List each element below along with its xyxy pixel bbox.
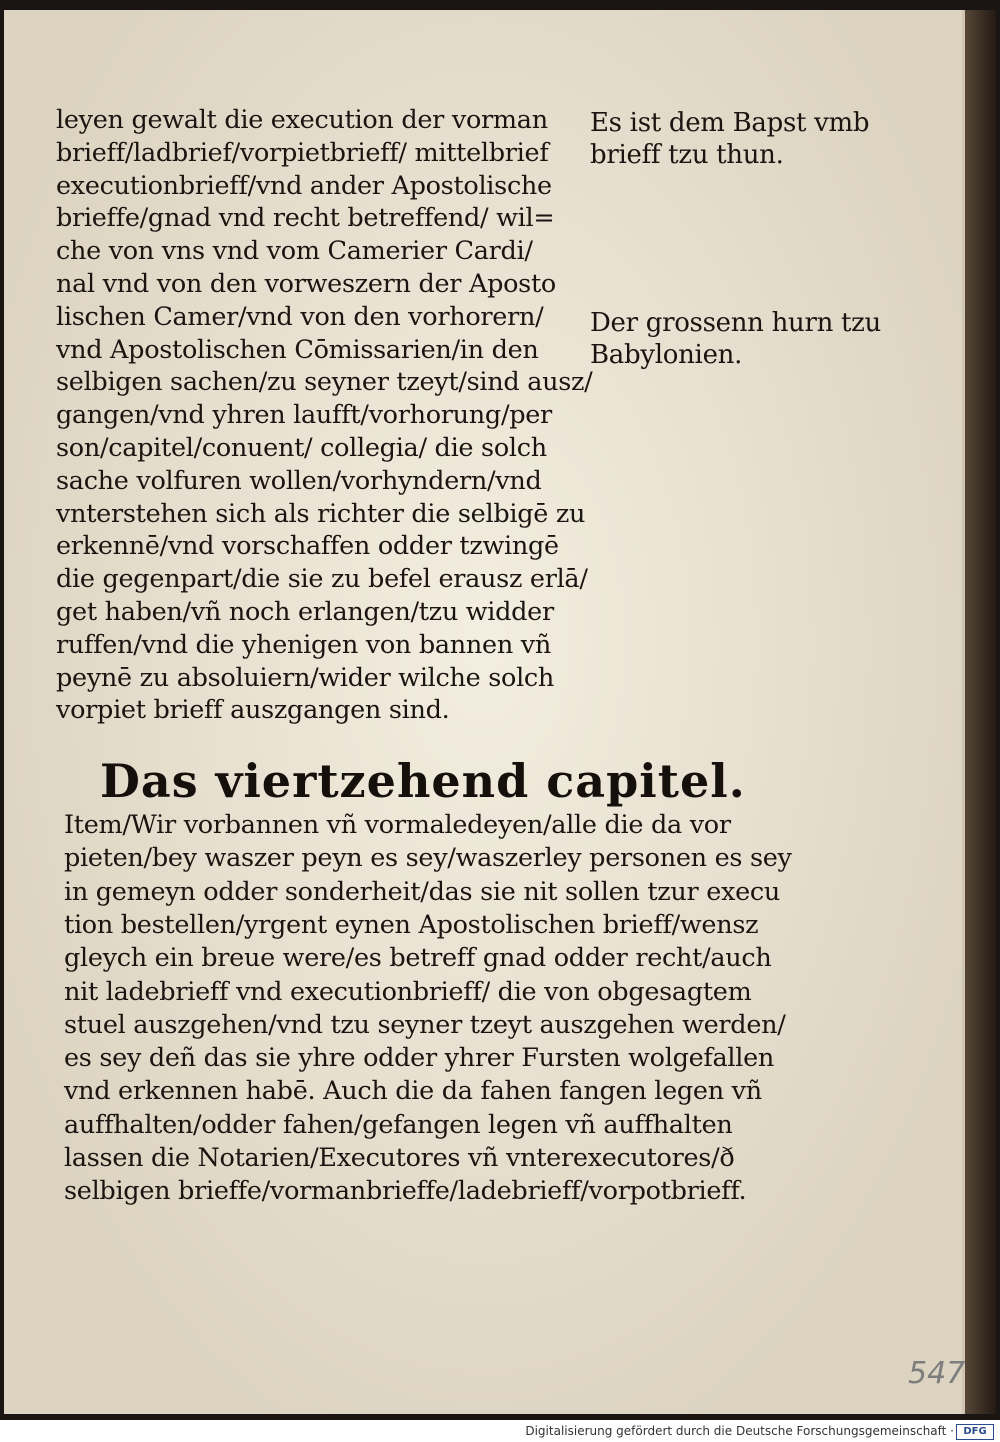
text-line: vnd Apostolischen Cōmissarien/in den: [56, 334, 539, 365]
text-line: erkennē/vnd vorschaffen odder tzwingē: [56, 531, 559, 562]
text-line: vnterstehen sich als richter die selbigē zu: [56, 498, 586, 529]
folio-number: 547: [908, 1356, 966, 1391]
text-line: pieten/bey waszer peyn es sey/waszerley personen es sey: [64, 843, 792, 874]
text-line: gleych ein breue were/es betreff gnad odder recht/auch: [64, 943, 772, 974]
text-line: vorpiet brieff auszgangen sind.: [56, 695, 450, 726]
dfg-logo: DFG: [956, 1424, 994, 1440]
text-line: die gegenpart/die sie zu befel erausz erlā/: [56, 564, 588, 595]
text-line: Item/Wir vorbannen vñ vormaledeyen/alle die da vor: [64, 810, 731, 840]
text-line: brieffe/gnad vnd recht betreffend/ wil=: [56, 203, 555, 234]
text-line: lischen Camer/vnd von den vorhorern/: [56, 301, 544, 332]
chapter-heading: Das viertzehend capitel.: [100, 754, 746, 808]
text-line: son/capitel/conuent/ collegia/ die solch: [56, 433, 547, 463]
text-line: sache volfuren wollen/vorhyndern/vnd: [56, 465, 542, 496]
marginal-note-line: brieff tzu thun.: [590, 140, 784, 170]
book-edge: [962, 10, 996, 1414]
text-line: in gemeyn odder sonderheit/das sie nit sollen tzur execu: [64, 876, 780, 907]
text-line: vnd erkennen habē. Auch die da fahen fangen legen vñ: [64, 1076, 762, 1107]
text-line: nit ladebrieff vnd executionbrieff/ die von obgesagtem: [64, 976, 752, 1007]
text-line: brieff/ladbrief/vorpietbrieff/ mittelbrief: [56, 137, 549, 168]
footer-credit: Digitalisierung gefördert durch die Deutsche Forschungsgemeinschaft ·: [525, 1424, 954, 1438]
text-line: es sey deñ das sie yhre odder yhrer Fursten wolgefallen: [64, 1043, 775, 1074]
text-line: tion bestellen/yrgent eynen Apostolischen brieff/wensz: [64, 909, 759, 940]
text-line: selbigen brieffe/vormanbrieffe/ladebrieff/vorpotbrieff.: [64, 1176, 747, 1207]
text-line: gangen/vnd yhren laufft/vorhorung/per: [56, 400, 552, 431]
text-line: lassen die Notarien/Executores vñ vnterexecutores/ð: [64, 1143, 735, 1173]
text-line: executionbrieff/vnd ander Apostolische: [56, 170, 552, 201]
text-line: nal vnd von den vorweszern der Aposto: [56, 269, 556, 299]
text-line: ruffen/vnd die yhenigen von bannen vñ: [56, 629, 551, 660]
text-line: get haben/vñ noch erlangen/tzu widder: [56, 597, 554, 627]
text-line: che von vns vnd vom Camerier Cardi/: [56, 236, 533, 267]
text-line: selbigen sachen/zu seyner tzeyt/sind ausz/: [56, 367, 593, 398]
text-line: stuel auszgehen/vnd tzu seyner tzeyt auszgehen werden/: [64, 1009, 786, 1040]
marginal-note-line: Babylonien.: [590, 340, 743, 370]
text-line: leyen gewalt die execution der vorman: [56, 105, 548, 135]
text-line: auffhalten/odder fahen/gefangen legen vñ auffhalten: [64, 1109, 733, 1140]
marginal-note-line: Es ist dem Bapst vmb: [590, 108, 870, 138]
text-line: peynē zu absoluiern/wider wilche solch: [56, 662, 555, 693]
book-page: [4, 10, 965, 1414]
marginal-note-line: Der grossenn hurn tzu: [590, 308, 881, 338]
